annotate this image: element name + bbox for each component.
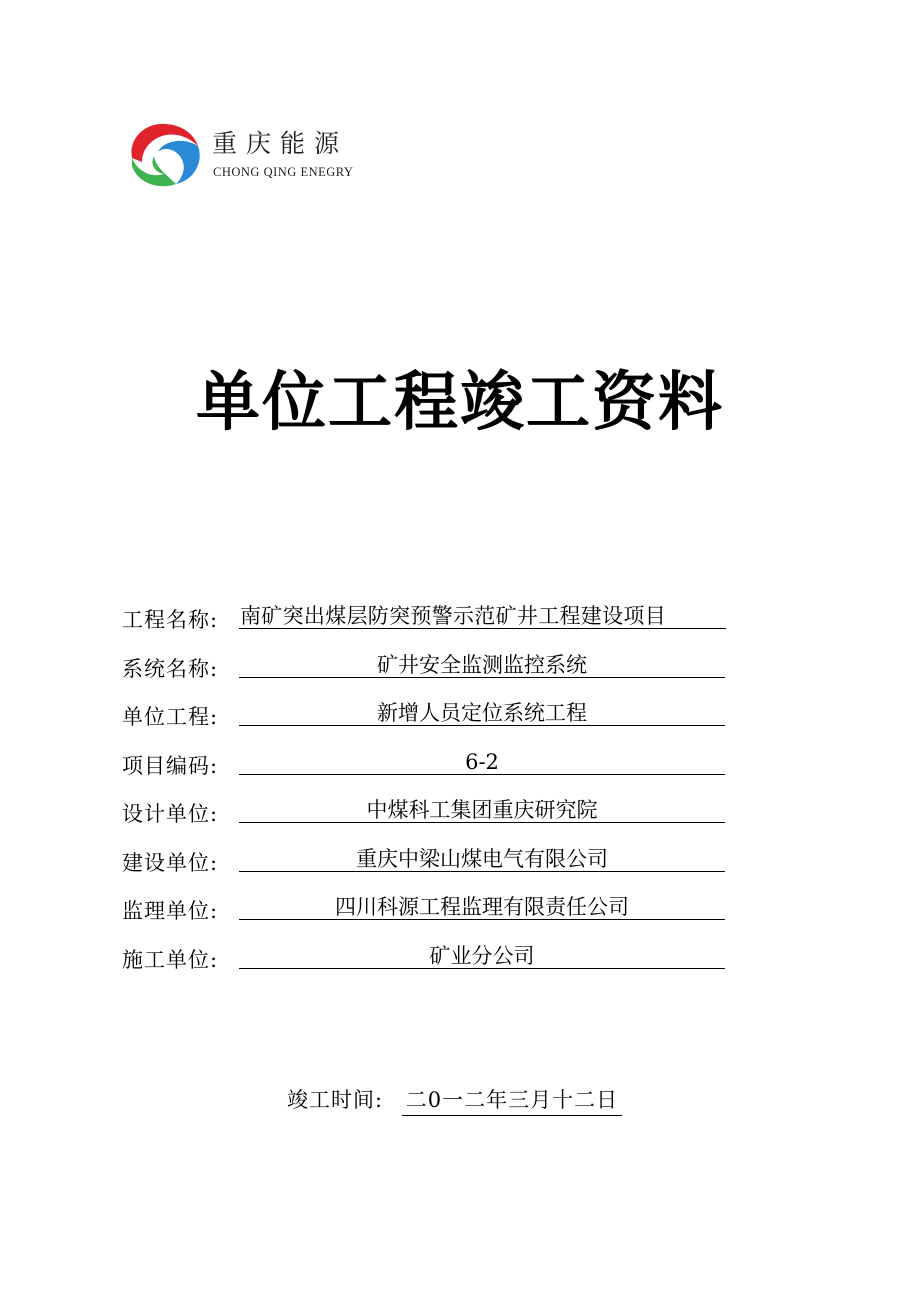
field-row-construction-owner [122, 841, 732, 890]
field-label: 项目编码: [122, 753, 219, 778]
field-value: 新增人员定位系统工程 [239, 695, 725, 726]
project-info-fields [122, 598, 732, 986]
field-value: 四川科源工程监理有限责任公司 [239, 889, 725, 920]
field-value: 南矿突出煤层防突预警示范矿井工程建设项目 [239, 598, 726, 629]
field-row-project-code [122, 744, 732, 793]
field-value: 中煤科工集团重庆研究院 [239, 792, 725, 823]
company-logo [124, 118, 354, 193]
field-value: 矿业分公司 [239, 938, 725, 969]
completion-date-value: 二0一二年三月十二日 [402, 1084, 622, 1116]
energy-swirl-icon [124, 118, 204, 190]
field-value: 6-2 [239, 744, 725, 775]
field-label: 监理单位: [122, 899, 219, 923]
field-label: 工程名称: [122, 608, 219, 632]
document-title: 单位工程竣工资料 [196, 365, 724, 440]
logo-name-en: CHONG QING ENEGRY [213, 165, 354, 179]
field-row-project-name [122, 598, 732, 647]
field-row-unit-project [122, 695, 732, 744]
field-row-supervision-unit [122, 889, 732, 938]
field-label: 施工单位: [122, 947, 219, 972]
completion-date [287, 1084, 622, 1116]
field-label: 设计单位: [122, 802, 219, 826]
completion-date-label: 竣工时间: [287, 1088, 384, 1112]
field-value: 矿井安全监测监控系统 [239, 647, 725, 678]
field-row-system-name [122, 647, 732, 696]
logo-name-cn: 重庆能源 [212, 129, 349, 158]
field-label: 建设单位: [122, 850, 219, 875]
field-row-contractor [122, 938, 732, 987]
field-label: 系统名称: [122, 656, 219, 681]
field-label: 单位工程: [122, 705, 219, 729]
field-value: 重庆中梁山煤电气有限公司 [239, 841, 725, 872]
field-row-design-unit [122, 792, 732, 841]
